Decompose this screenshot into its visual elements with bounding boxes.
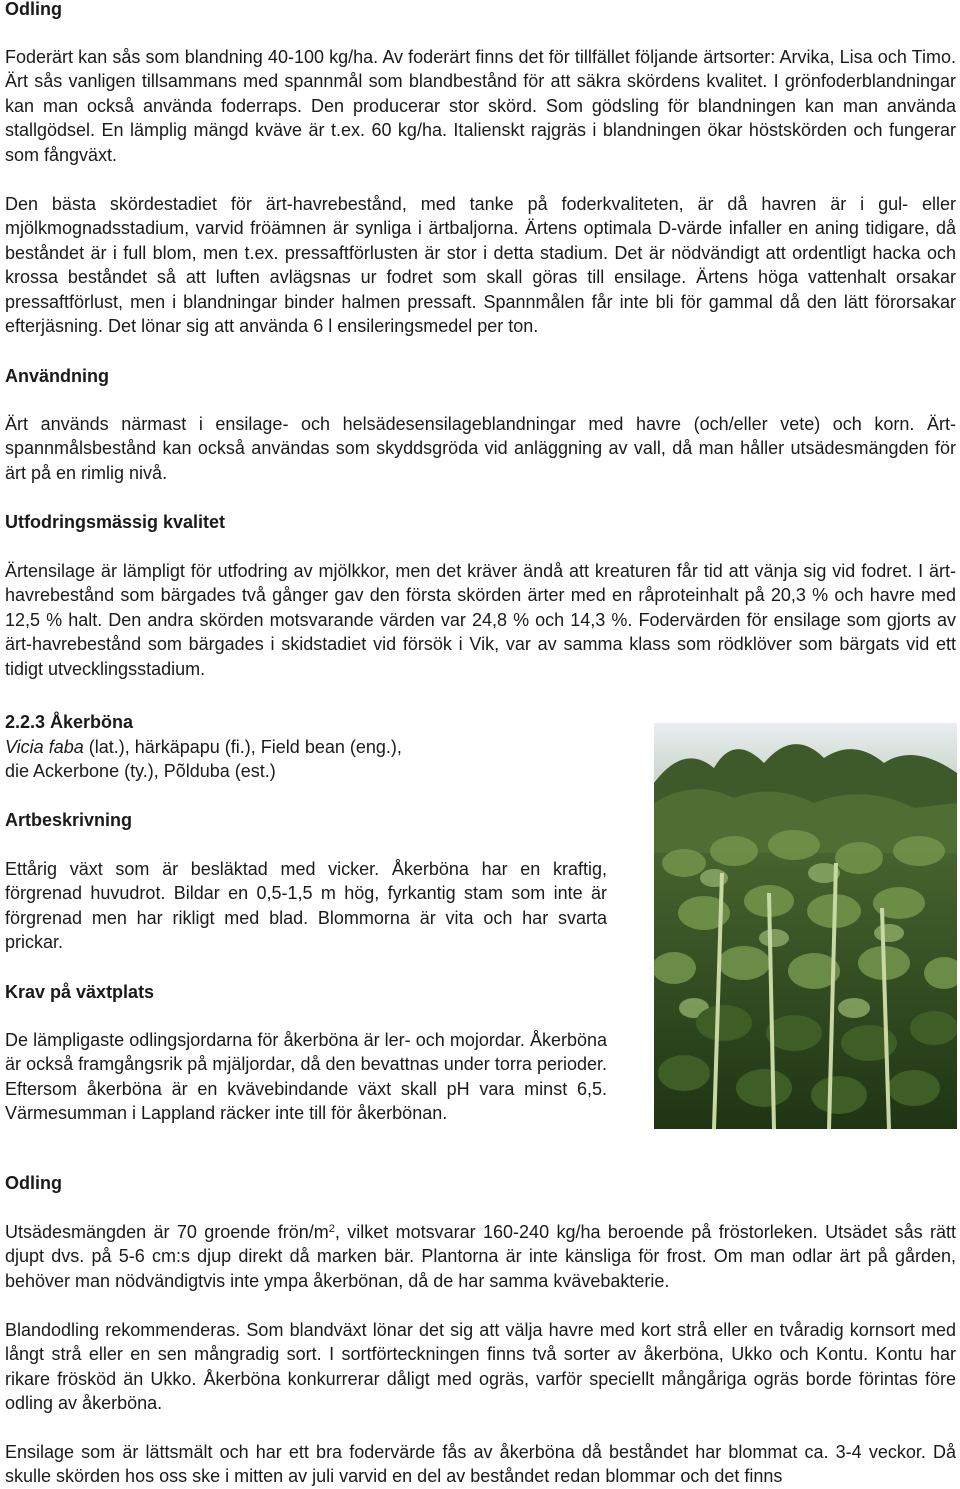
- section-heading-anvandning: Användning: [5, 366, 109, 386]
- paragraph-utsadesmangd: [5, 1220, 956, 1293]
- section-heading-utfodring: Utfodringsmässig kvalitet: [5, 512, 226, 532]
- species-names: [5, 735, 607, 784]
- paragraph-harvest-stage: Den bästa skördestadiet för ärt-havrebestånd, med tanke på foderkvaliteten, är då havren är i gul- eller mjölkmognadsstadium, varvid fröämnen är synliga i ärtbaljorna. Ärtens optimala D-värde infaller en aning tidigare, då beståndet är i full blom, men t.ex. pressaftförlusten är stor i detta stadium. Det är nödvändigt att ordentligt hacka och krossa beståndet så att luften avlägsnas ur fodret som skall göras till ensilage. Ärtens höga vattenhalt orsakar pressaftförlust, men i blandningar binder halmen pressaft. Spannmålen får inte bli för gammal då den lätt förorsakar efterjäsning. Det lönar sig att använda 6 l ensileringsmedel per ton.: [5, 194, 956, 337]
- paragraph-krav-pa-vaxtplats: De lämpligaste odlingsjordarna för åkerböna är ler- och mojordar. Åkerböna är också framgångsrik på mjäljordar, då den bevattnas under torra perioder. Eftersom åkerböna är en kvävebindande växt skall pH vara minst 6,5. Värmesumman i Lappland räcker inte till för åkerbönan.: [5, 1030, 607, 1124]
- species-heading: 2.2.3 Åkerböna: [5, 712, 134, 732]
- field-bean-photo: [654, 723, 957, 1129]
- paragraph-blandodling: Blandodling rekommenderas. Som blandväxt lönar det sig att välja havre med kort strå eller en tvåradig kornsort med långt strå eller en sen mångradig sort. I sortförteckningen finns två sorter av åkerböna, Ukko och Kontu. Kontu har rikare frösköd än Ukko. Åkerböna konkurrerar dåligt med ogräs, varför speciellt mångåriga ogräs borde förintas före odling av åkerböna.: [5, 1320, 956, 1414]
- paragraph-foderart-sowing: Foderärt kan sås som blandning 40-100 kg/ha. Av foderärt finns det för tillfället följande ärtsorter: Arvika, Lisa och Timo. Ärt sås vanligen tillsammans med spannmål som blandbestånd för att säkra skördens kvalitet. I grönfoderblandningar kan man också använda foderraps. Den producerar stor skörd. Som gödsling för blandningen kan man använda stallgödsel. En lämplig mängd kväve är t.ex. 60 kg/ha. Italienskt rajgräs i blandningen ökar höstskörden och fungerar som fångväxt.: [5, 47, 956, 165]
- paragraph-utfodring: Ärtensilage är lämpligt för utfodring av mjölkkor, men det kräver ändå att kreaturen får tid att vänja sig vid fodret. I ärt-havrebestånd som bärgades två gånger gav den första skörden ärter med en råproteinhalt på 20,3 % och havre med 12,5 % halt. Den andra skörden motsvarande värden var 24,8 % och 14,3 %. Fodervärden för ensilage som gjorts av ärt-havrebestånd som bärgades i skidstadiet vid försök i Vik, var av samma klass som rödklöver som bärgats vid ett tidigt utvecklingsstadium.: [5, 561, 956, 679]
- latin-name: Vicia faba: [5, 737, 84, 757]
- superscript-2: 2: [328, 1223, 335, 1235]
- paragraph-anvandning: Ärt används närmast i ensilage- och helsädesensilageblandningar med havre (och/eller vete) och korn. Ärt-spannmålsbestånd kan också användas som skyddsgröda vid anläggning av vall, då man håller utsädesmängden för ärt på en rimlig nivå.: [5, 414, 956, 483]
- utsade-text-b: , vilket motsvarar 160-240 kg/ha beroende på fröstorleken. Utsädet sås rätt djupt dvs. på 5-6 cm:s djup direkt då marken bär. Plantorna är inte känsliga för frost. Om man odlar ärt på gården, behöver man nödvändigtvis inte ympa åkerbönan, då de har samma kvävebakterie.: [5, 1222, 956, 1291]
- species-names-line1: (lat.), härkäpapu (fi.), Field bean (eng.),: [83, 737, 402, 757]
- utsade-text-a: Utsädesmängden är 70 groende frön/m: [5, 1222, 329, 1242]
- section-heading-odling-akerbona: Odling: [5, 1173, 62, 1193]
- section-heading-odling: Odling: [5, 0, 62, 19]
- section-heading-artbeskrivning: Artbeskrivning: [5, 810, 133, 830]
- species-names-line2: die Ackerbone (ty.), Põlduba (est.): [5, 761, 276, 782]
- paragraph-artbeskrivning: Ettårig växt som är besläktad med vicker. Åkerböna har en kraftig, förgrenad huvudrot. Bildar en 0,5-1,5 m hög, fyrkantig stam som inte är förgrenad men har rikligt med blad. Blommorna är vita och har svarta prickar.: [5, 859, 607, 953]
- section-heading-krav-pa-vaxtplats: Krav på växtplats: [5, 982, 155, 1002]
- paragraph-ensilage: Ensilage som är lättsmält och har ett bra fodervärde fås av åkerböna då beståndet har blommat ca. 3-4 veckor. Då skulle skörden hos oss ske i mitten av juli varvid en del av beståndet redan blommar och det finns: [5, 1442, 956, 1487]
